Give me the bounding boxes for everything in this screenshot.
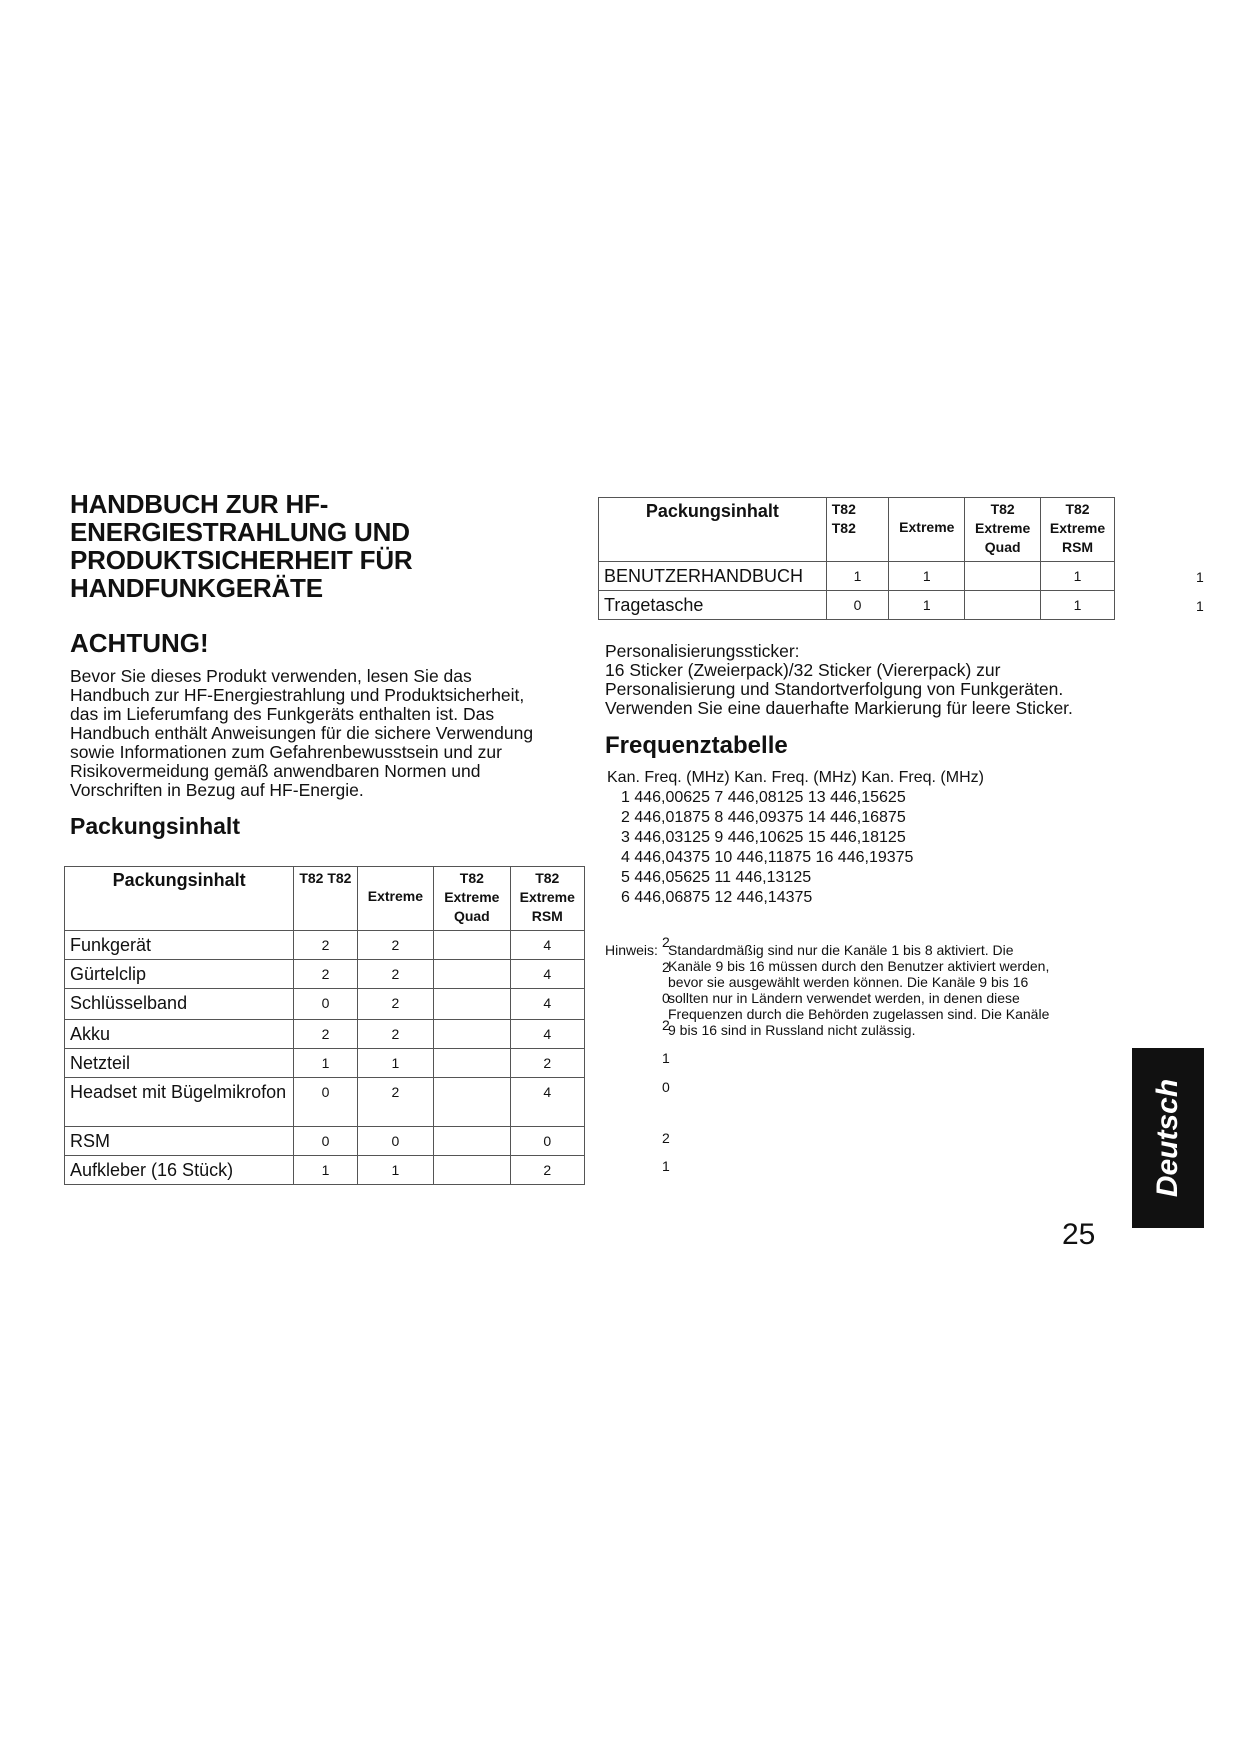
row-c1: 2 — [294, 1020, 357, 1049]
package-contents-table — [64, 866, 585, 1185]
page-number: 25 — [1062, 1218, 1096, 1251]
sticker-line: Verwenden Sie eine dauerhafte Markierung für leere Sticker. — [605, 698, 1073, 718]
header-col1: T82 T82 — [294, 867, 357, 931]
frequency-table-heading: Frequenztabelle — [605, 732, 788, 759]
header-col4-line: RSM — [531, 908, 563, 924]
row-c2: 2 — [357, 989, 433, 1020]
row-c3 — [965, 591, 1041, 620]
sticker-info — [605, 642, 1165, 718]
table-row — [65, 1156, 585, 1185]
overflow-value: 1 — [1196, 569, 1204, 585]
header-col3-line: T82 — [990, 501, 1015, 517]
header-col2-text: Extreme — [367, 888, 424, 904]
frequency-row: 4 446,04375 10 446,11875 16 446,19375 — [621, 849, 914, 866]
header-col4-line: Extreme — [519, 889, 575, 905]
frequency-row: 2 446,01875 8 446,09375 14 446,16875 — [621, 809, 906, 826]
warning-line: sowie Informationen zum Gefahrenbewusstsein und zur — [70, 742, 502, 762]
row-c2: 2 — [357, 931, 433, 960]
row-c4: 0 — [510, 1127, 584, 1156]
header-col4-line: Extreme — [1049, 520, 1106, 536]
header-col3-line: Quad — [453, 908, 490, 924]
row-c2: 1 — [357, 1049, 433, 1078]
row-spacer — [1114, 591, 1117, 620]
row-item: Gürtelclip — [65, 960, 294, 989]
row-item: RSM — [65, 1127, 294, 1156]
row-c2: 1 — [357, 1156, 433, 1185]
row-c1: 1 — [294, 1049, 357, 1078]
row-c3 — [434, 1127, 510, 1156]
note-text — [668, 942, 1108, 1038]
table-row — [599, 562, 1118, 591]
stray-number: 1 — [662, 1050, 670, 1066]
header-col3-line: Extreme — [975, 520, 1031, 536]
row-c3 — [434, 1078, 510, 1127]
sticker-line: Personalisierungssticker: — [605, 641, 800, 661]
header-spacer — [1114, 498, 1117, 562]
table-row — [65, 989, 585, 1020]
header-item: Packungsinhalt — [599, 498, 827, 562]
frequency-row: 1 446,00625 7 446,08125 13 446,15625 — [621, 789, 906, 806]
table-row — [65, 960, 585, 989]
frequency-row: 5 446,05625 11 446,13125 — [621, 869, 812, 886]
row-c2: 1 — [889, 562, 965, 591]
warning-line: Bevor Sie dieses Produkt verwenden, lesen Sie das — [70, 666, 472, 686]
warning-text — [70, 667, 590, 800]
table-header-row — [65, 867, 585, 931]
language-tab-label: Deutsch — [1151, 1078, 1185, 1198]
row-c2: 2 — [357, 960, 433, 989]
note-label: Hinweis: — [605, 942, 658, 958]
header-col4 — [1041, 498, 1115, 562]
warning-line: Risikovermeidung gemäß anwendbaren Normen und — [70, 761, 481, 781]
header-item: Packungsinhalt — [65, 867, 294, 931]
note-line: 9 bis 16 sind in Russland nicht zulässig. — [668, 1022, 916, 1038]
warning-line: Vorschriften in Bezug auf HF-Energie. — [70, 780, 364, 800]
note-line: Frequenzen durch die Behörden zugelassen sind. Die Kanäle — [668, 1006, 1050, 1022]
row-c4: 4 — [510, 1020, 584, 1049]
header-col3-line: Extreme — [444, 889, 500, 905]
sticker-line: 16 Sticker (Zweierpack)/32 Sticker (Viererpack) zur — [605, 660, 1001, 680]
note-line: Standardmäßig sind nur die Kanäle 1 bis 8 aktiviert. Die — [668, 942, 1014, 958]
frequency-header-row: Kan. Freq. (MHz) Kan. Freq. (MHz) Kan. Freq. (MHz) — [607, 769, 984, 786]
table-row — [65, 1078, 585, 1127]
overflow-value: 1 — [1196, 598, 1204, 614]
stray-number: 0 — [662, 990, 670, 1006]
row-c3 — [434, 1020, 510, 1049]
row-c3 — [434, 989, 510, 1020]
page-title: HANDBUCH ZUR HF-ENERGIESTRAHLUNG UND PRODUKTSICHERHEIT FÜR HANDFUNKGERÄTE — [70, 489, 413, 603]
row-c4: 1 — [1041, 591, 1115, 620]
header-col4 — [510, 867, 584, 931]
frequency-row: 6 446,06875 12 446,14375 — [621, 889, 813, 906]
table-row — [599, 591, 1118, 620]
warning-line: das im Lieferumfang des Funkgeräts enthalten ist. Das — [70, 704, 495, 724]
row-c1: 1 — [294, 1156, 357, 1185]
warning-line: Handbuch enthält Anweisungen für die sichere Verwendung — [70, 723, 534, 743]
table-row — [65, 1049, 585, 1078]
row-item: BENUTZERHANDBUCH — [599, 562, 827, 591]
header-col3-line: Quad — [984, 539, 1021, 555]
stray-number: 1 — [662, 1158, 670, 1174]
row-c1: 0 — [294, 989, 357, 1020]
table-row — [65, 1127, 585, 1156]
row-c3 — [434, 960, 510, 989]
row-item: Funkgerät — [65, 931, 294, 960]
note-line: bevor sie ausgewählt werden können. Die Kanäle 9 bis 16 — [668, 974, 1029, 990]
row-item: Headset mit Bügelmikrofon — [65, 1078, 294, 1127]
header-col2-text: Extreme — [899, 519, 955, 535]
row-c4: 4 — [510, 1078, 584, 1127]
frequency-row: 3 446,03125 9 446,10625 15 446,18125 — [621, 829, 906, 846]
row-item: Netzteil — [65, 1049, 294, 1078]
row-item: Akku — [65, 1020, 294, 1049]
row-c4: 4 — [510, 931, 584, 960]
row-c1: 0 — [294, 1127, 357, 1156]
row-c2: 0 — [357, 1127, 433, 1156]
row-c1: 2 — [294, 960, 357, 989]
row-c4: 4 — [510, 960, 584, 989]
row-c2: 2 — [357, 1020, 433, 1049]
row-item: Schlüsselband — [65, 989, 294, 1020]
warning-line: Handbuch zur HF-Energiestrahlung und Produktsicherheit, — [70, 685, 525, 705]
note-line: sollten nur in Ländern verwendet werden, in denen diese — [668, 990, 1020, 1006]
warning-heading: ACHTUNG! — [70, 628, 209, 658]
stray-number: 0 — [662, 1079, 670, 1095]
stray-number: 2 — [662, 1130, 670, 1146]
stray-number: 2 — [662, 934, 670, 950]
row-c3 — [434, 1156, 510, 1185]
stray-number: 2 — [662, 959, 670, 975]
row-c3 — [434, 931, 510, 960]
row-c1: 0 — [294, 1078, 357, 1127]
note-line: Kanäle 9 bis 16 müssen durch den Benutzer aktiviert werden, — [668, 958, 1050, 974]
header-col2 — [357, 867, 433, 931]
row-c4: 2 — [510, 1156, 584, 1185]
row-c4: 1 — [1041, 562, 1115, 591]
row-c3 — [434, 1049, 510, 1078]
package-contents-table-continued — [598, 497, 1118, 620]
row-item: Aufkleber (16 Stück) — [65, 1156, 294, 1185]
sticker-line: Personalisierung und Standortverfolgung von Funkgeräten. — [605, 679, 1064, 699]
table-row — [65, 1020, 585, 1049]
row-c2: 1 — [889, 591, 965, 620]
frequency-table — [607, 768, 984, 908]
row-c4: 4 — [510, 989, 584, 1020]
row-spacer — [1114, 562, 1117, 591]
header-col4-line: RSM — [1061, 539, 1094, 555]
package-contents-heading: Packungsinhalt — [70, 813, 240, 839]
row-c2: 2 — [357, 1078, 433, 1127]
header-col4-line: T82 — [1065, 501, 1090, 517]
header-col3 — [434, 867, 510, 931]
header-col3 — [965, 498, 1041, 562]
row-c4: 2 — [510, 1049, 584, 1078]
header-col1: T82 T82 — [826, 498, 889, 562]
header-col2 — [889, 498, 965, 562]
header-col3-line: T82 — [459, 870, 484, 886]
header-col4-line: T82 — [535, 870, 560, 886]
language-tab — [1132, 1048, 1204, 1228]
row-c1: 0 — [826, 591, 889, 620]
row-c1: 1 — [826, 562, 889, 591]
table-header-row — [599, 498, 1118, 562]
row-item: Tragetasche — [599, 591, 827, 620]
row-c3 — [965, 562, 1041, 591]
table-row — [65, 931, 585, 960]
stray-number: 2 — [662, 1017, 670, 1033]
row-c1: 2 — [294, 931, 357, 960]
